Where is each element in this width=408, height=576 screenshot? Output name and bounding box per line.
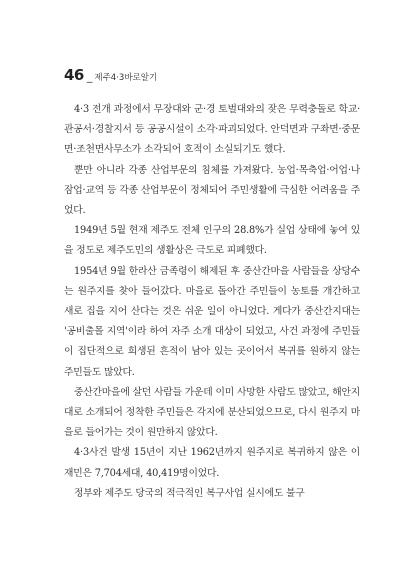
- paragraph-recovery-projects: 정부와 제주도 당국의 적극적인 복구사업 실시에도 불구: [74, 487, 305, 499]
- page-number: 46: [64, 66, 84, 84]
- header-separator: _: [86, 70, 93, 83]
- paragraph-industry-stagnation: 뿐만 아니라 각종 산업부문의 침체를 가져왔다. 농업·목축업·어업·나잠업·교역 등 각종 산업부문이 정체되어 주민생활에 극심한 어려움을 주었다.: [64, 164, 360, 217]
- paragraph-victims-1962: 4·3사건 발생 15년이 지난 1962년까지 원주지로 복귀하지 않은 이재민은 7,704세대, 40,419명이었다.: [64, 447, 360, 479]
- paragraph-damage-public-facilities: 4·3 전개 과정에서 무장대와 군·경 토벌대와의 잦은 무력충돌로 학교·관공서·경찰지서 등 공공시설이 소각·파괴되었다. 안덕면과 구좌면·중문면·조천면사무소가 소각되어 호적이 소실되기도 했다.: [64, 104, 360, 156]
- page-header: [64, 66, 157, 86]
- paragraph-displaced-residents: 중산간마을에 살던 사람들 가운데 이미 사망한 사람도 많았고, 해안지대로 소개되어 정착한 주민들은 각지에 분산되었으므로, 다시 원주지 마을로 들어가는 것이 원만하지 않았다.: [64, 386, 360, 439]
- paragraph-return-1954: 1954년 9월 한라산 금족령이 해제된 후 중산간마을 사람들을 상당수는 원주지를 찾아 들어갔다. 마을로 돌아간 주민들이 농토를 개간하고 새로 집을 지어 산다는 것은 쉬운 일이 아니었다. 게다가 중산간지대는 '공비출몰 지역'이라 하여 자주 소개 대상이 되었고, 사건 과정에 주민들이 집단적으로 희생된 흔적이 남아 있는 곳이어서 복귀를 원하지 않는 주민들도 많았다.: [64, 265, 360, 378]
- paragraph-unemployment-1949: 1949년 5월 현재 제주도 전체 인구의 28.8%가 실업 상태에 놓여 있을 정도로 제주도민의 생활상은 극도로 피폐했다.: [64, 225, 360, 257]
- body-text: [64, 100, 360, 504]
- book-title: 제주4·3바로알기: [94, 73, 158, 83]
